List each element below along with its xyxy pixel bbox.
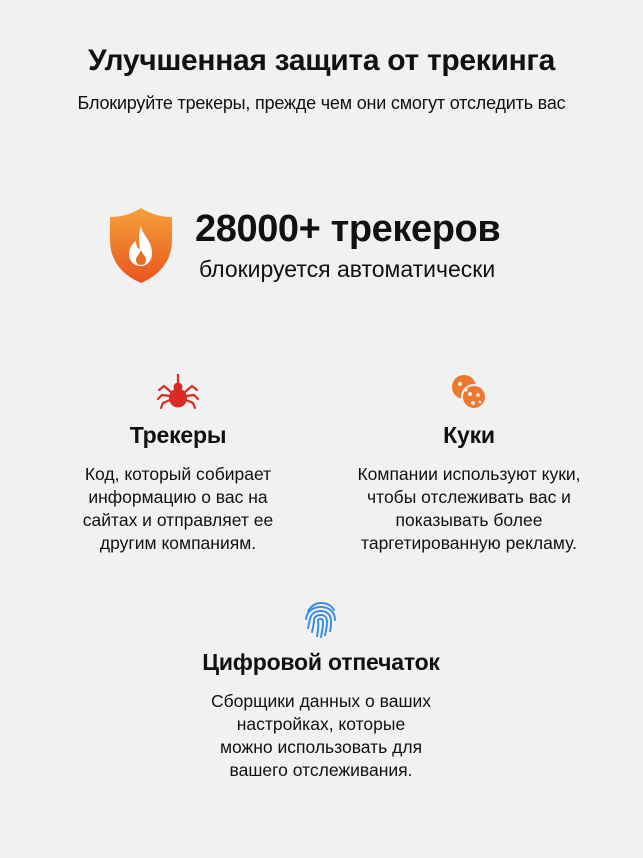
feature-cookies-description: Компании используют куки, чтобы отслеживать вас и показывать более таргетированную рекламу. [357, 464, 581, 553]
page-title: Улучшенная защита от трекинга [87, 44, 556, 77]
feature-fingerprint [171, 601, 471, 782]
feature-trackers-title: Трекеры [129, 422, 227, 448]
blocked-trackers-caption: блокируется автоматически [199, 256, 496, 282]
shield-flame-icon [108, 206, 174, 284]
feature-cookies-title: Куки [443, 422, 495, 448]
feature-trackers [40, 374, 316, 555]
feature-fingerprint-title: Цифровой отпечаток [202, 649, 440, 675]
fingerprint-icon [303, 601, 339, 639]
blocked-trackers-count: 28000+ трекеров [195, 208, 501, 250]
cookie-icon [449, 374, 489, 412]
spider-icon [156, 374, 200, 412]
page-subtitle: Блокируйте трекеры, прежде чем они смогут отследить вас [77, 93, 566, 113]
blocked-trackers-summary [108, 206, 548, 286]
feature-trackers-description: Код, который собирает информацию о вас на сайтах и отправляет ее другим компаниям. [82, 464, 274, 553]
feature-cookies [328, 374, 610, 555]
feature-fingerprint-description: Сборщики данных о ваших настройках, которые можно использовать для вашего отслеживания. [210, 691, 432, 780]
